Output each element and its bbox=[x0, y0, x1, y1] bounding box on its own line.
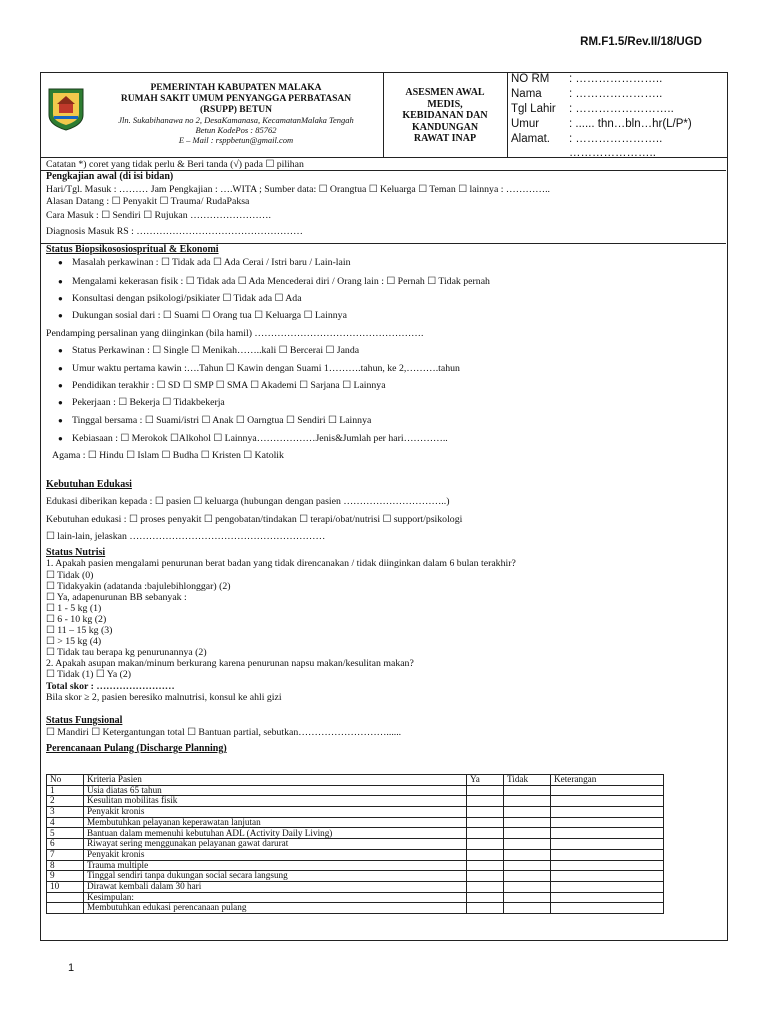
nutrisi-row[interactable]: ☐ Tidakyakin (adatanda :bajulebihlonggar) (2) bbox=[46, 581, 231, 592]
bio-row[interactable]: Konsultasi dengan psikologi/psikiater ☐ Tidak ada ☐ Ada bbox=[72, 293, 302, 304]
fungsional-row[interactable]: ☐ Mandiri ☐ Ketergantungan total ☐ Bantuan partial, sebutkan………………………...... bbox=[46, 727, 402, 738]
bullet-icon: ● bbox=[58, 434, 63, 443]
keterangan-cell[interactable] bbox=[551, 849, 664, 860]
keterangan-cell[interactable] bbox=[551, 817, 664, 828]
bullet-icon: ● bbox=[58, 364, 63, 373]
tidak-cell[interactable] bbox=[504, 881, 551, 892]
bio-row[interactable]: Masalah perkawinan : ☐ Tidak ada ☐ Ada Cerai / Istri baru / Lain-lain bbox=[72, 257, 351, 268]
table-row bbox=[47, 881, 664, 892]
row-no: 10 bbox=[47, 881, 84, 892]
address-line-1: Jln. Sukabihanawa no 2, DesaKamanasa, KecamatanMalaka Tengah bbox=[118, 115, 354, 125]
row-no: 1 bbox=[47, 785, 84, 796]
bio-row[interactable]: Dukungan sosial dari : ☐ Suami ☐ Orang tua ☐ Keluarga ☐ Lainnya bbox=[72, 310, 347, 321]
bullet-icon: ● bbox=[58, 258, 63, 267]
keterangan-cell[interactable] bbox=[551, 839, 664, 850]
keterangan-cell[interactable] bbox=[551, 871, 664, 882]
hospital-block bbox=[41, 73, 384, 157]
row-criteria: Trauma multiple bbox=[84, 860, 467, 871]
bio-row[interactable]: Pekerjaan : ☐ Bekerja ☐ Tidakbekerja bbox=[72, 397, 225, 408]
keterangan-cell[interactable] bbox=[551, 892, 664, 903]
row-no: 5 bbox=[47, 828, 84, 839]
tidak-cell[interactable] bbox=[504, 860, 551, 871]
nutrisi-row[interactable]: ☐ 11 – 15 kg (3) bbox=[46, 625, 113, 636]
section-fungsional-title: Status Fungsional bbox=[46, 715, 123, 726]
tidak-cell[interactable] bbox=[504, 817, 551, 828]
nutrisi-row[interactable]: ☐ 1 - 5 kg (1) bbox=[46, 603, 102, 614]
keterangan-cell[interactable] bbox=[551, 796, 664, 807]
tidak-cell[interactable] bbox=[504, 892, 551, 903]
tidak-cell[interactable] bbox=[504, 849, 551, 860]
tidak-cell[interactable] bbox=[504, 785, 551, 796]
form-note: Catatan *) coret yang tidak perlu & Beri tanda (√) pada ☐ pilihan bbox=[46, 159, 304, 170]
page-number: 1 bbox=[68, 962, 75, 974]
section-nutrisi-title: Status Nutrisi bbox=[46, 547, 106, 558]
ya-cell[interactable] bbox=[467, 860, 504, 871]
row-no: 4 bbox=[47, 817, 84, 828]
bullet-icon: ● bbox=[58, 381, 63, 390]
ya-cell[interactable] bbox=[467, 849, 504, 860]
id-row-umur[interactable] bbox=[511, 118, 692, 130]
bio-row[interactable]: Kebiasaan : ☐ Merokok ☐Alkohol ☐ Lainnya………………Jenis&Jumlah per hari………….. bbox=[72, 433, 448, 444]
row-criteria: Kesimpulan: bbox=[84, 892, 467, 903]
table-row bbox=[47, 860, 664, 871]
bullet-icon: ● bbox=[58, 294, 63, 303]
bullet-icon: ● bbox=[58, 311, 63, 320]
bullet-icon: ● bbox=[58, 416, 63, 425]
hospital-line-1: PEMERINTAH KABUPATEN MALAKA bbox=[150, 83, 322, 93]
row-criteria: Penyakit kronis bbox=[84, 849, 467, 860]
row-no: 2 bbox=[47, 796, 84, 807]
bullet-icon: ● bbox=[58, 277, 63, 286]
id-row-no-rm[interactable] bbox=[511, 73, 662, 85]
hospital-address bbox=[89, 115, 383, 145]
table-row bbox=[47, 785, 664, 796]
nutrisi-row: Bila skor ≥ 2, pasien beresiko malnutrisi, konsul ke ahli gizi bbox=[46, 692, 282, 703]
edukasi-row[interactable]: Kebutuhan edukasi : ☐ proses penyakit ☐ pengobatan/tindakan ☐ terapi/obat/nutrisi ☐ support/psikologi bbox=[46, 514, 463, 525]
nutrisi-row[interactable]: ☐ Ya, adapenurunan BB sebanyak : bbox=[46, 592, 187, 603]
title-line-1: ASESMEN AWAL bbox=[405, 87, 485, 98]
bio-row[interactable]: Pendamping persalinan yang diinginkan (bila hamil) ……………………………………………. bbox=[46, 328, 424, 339]
table-row bbox=[47, 849, 664, 860]
ya-cell[interactable] bbox=[467, 785, 504, 796]
row-criteria: Bantuan dalam memenuhi kebutuhan ADL (Activity Daily Living) bbox=[84, 828, 467, 839]
ya-cell[interactable] bbox=[467, 839, 504, 850]
hospital-line-3: (RSUPP) BETUN bbox=[199, 105, 273, 115]
col-header: Kriteria Pasien bbox=[84, 775, 467, 786]
address-line-3: E – Mail : rsppbetun@gmail.com bbox=[178, 135, 294, 145]
pengkajian-row[interactable]: Cara Masuk : ☐ Sendiri ☐ Rujukan ……………………. bbox=[46, 210, 271, 221]
tidak-cell[interactable] bbox=[504, 828, 551, 839]
hospital-line-2: RUMAH SAKIT UMUM PENYANGGA PERBATASAN bbox=[120, 94, 352, 104]
col-header: Keterangan bbox=[551, 775, 664, 786]
ya-cell[interactable] bbox=[467, 881, 504, 892]
ya-cell[interactable] bbox=[467, 892, 504, 903]
col-header: Ya bbox=[467, 775, 504, 786]
table-row bbox=[47, 796, 664, 807]
hospital-name bbox=[89, 83, 383, 116]
nutrisi-row[interactable]: ☐ Tidak (0) bbox=[46, 570, 94, 581]
table-row bbox=[47, 807, 664, 818]
id-value: : ………………….. bbox=[569, 88, 663, 100]
ya-cell[interactable] bbox=[467, 903, 504, 914]
table-row bbox=[47, 871, 664, 882]
edukasi-row[interactable]: Edukasi diberikan kepada : ☐ pasien ☐ keluarga (hubungan dengan pasien …………………………..) bbox=[46, 496, 450, 507]
ya-cell[interactable] bbox=[467, 796, 504, 807]
row-no: 8 bbox=[47, 860, 84, 871]
id-label: Alamat. bbox=[511, 133, 550, 145]
pengkajian-row[interactable]: Diagnosis Masuk RS : …………………………………………… bbox=[46, 226, 303, 237]
title-line-5: RAWAT INAP bbox=[413, 133, 477, 144]
id-row-alamat-cont[interactable] bbox=[569, 147, 656, 159]
row-criteria: Membutuhkan pelayanan keperawatan lanjutan bbox=[84, 817, 467, 828]
ya-cell[interactable] bbox=[467, 871, 504, 882]
row-criteria: Kesulitan mobilitas fisik bbox=[84, 796, 467, 807]
nutrisi-row[interactable]: 2. Apakah asupan makan/minum berkurang karena penurunan napsu makan/kesulitan makan? bbox=[46, 658, 414, 669]
id-value: : …………………….. bbox=[569, 103, 674, 115]
section-edukasi-title: Kebutuhan Edukasi bbox=[46, 479, 132, 490]
keterangan-cell[interactable] bbox=[551, 903, 664, 914]
nutrisi-row[interactable]: 1. Apakah pasien mengalami penurunan berat badan yang tidak direncanakan / tidak diinginkan dalam 6 bulan terakhir? bbox=[46, 558, 516, 569]
id-value: : ...... thn…bln…hr(L/P*) bbox=[569, 118, 692, 130]
id-label: NO RM bbox=[511, 73, 550, 85]
edukasi-row[interactable]: ☐ lain-lain, jelaskan …………………………………………………… bbox=[46, 531, 326, 542]
title-line-4: KANDUNGAN bbox=[411, 121, 479, 133]
form-title bbox=[383, 87, 507, 145]
bullet-icon: ● bbox=[58, 398, 63, 407]
ya-cell[interactable] bbox=[467, 807, 504, 818]
row-no: 3 bbox=[47, 807, 84, 818]
row-criteria: Usia diatas 65 tahun bbox=[84, 785, 467, 796]
nutrisi-row[interactable]: ☐ Tidak tau berapa kg penurunannya (2) bbox=[46, 647, 207, 658]
row-criteria: Membutuhkan edukasi perencanaan pulang bbox=[84, 903, 467, 914]
tidak-cell[interactable] bbox=[504, 839, 551, 850]
title-line-2: MEDIS, bbox=[427, 98, 463, 110]
row-criteria: Riwayat sering menggunakan pelayanan gawat darurat bbox=[84, 839, 467, 850]
row-criteria: Penyakit kronis bbox=[84, 807, 467, 818]
table-row bbox=[47, 903, 664, 914]
id-value: ………………….. bbox=[569, 147, 656, 159]
section-pengkajian-title: Pengkajian awal (di isi bidan) bbox=[46, 171, 174, 182]
table-row bbox=[47, 828, 664, 839]
tidak-cell[interactable] bbox=[504, 903, 551, 914]
keterangan-cell[interactable] bbox=[551, 881, 664, 892]
regency-emblem-icon bbox=[46, 87, 86, 131]
row-criteria: Dirawat kembali dalam 30 hari bbox=[84, 881, 467, 892]
table-row bbox=[47, 839, 664, 850]
bio-row[interactable]: Status Perkawinan : ☐ Single ☐ Menikah……..kali ☐ Bercerai ☐ Janda bbox=[72, 345, 360, 356]
ya-cell[interactable] bbox=[467, 817, 504, 828]
id-row-tgl-lahir[interactable] bbox=[511, 103, 674, 115]
col-header: Tidak bbox=[504, 775, 551, 786]
bio-row[interactable]: Umur waktu pertama kawin :….Tahun ☐ Kawin dengan Suami 1……….tahun, ke 2,……….tahun bbox=[72, 363, 460, 374]
keterangan-cell[interactable] bbox=[551, 860, 664, 871]
pengkajian-row[interactable]: Alasan Datang : ☐ Penyakit ☐ Trauma/ RudaPaksa bbox=[46, 196, 250, 207]
title-line-3: KEBIDANAN DAN bbox=[402, 110, 488, 121]
col-header: No bbox=[47, 775, 84, 786]
form-title-block bbox=[383, 73, 508, 157]
id-label: Nama bbox=[511, 88, 542, 100]
document-code: RM.F1.5/Rev.II/18/UGD bbox=[580, 36, 702, 48]
discharge-planning-table bbox=[46, 774, 664, 914]
table-row bbox=[47, 892, 664, 903]
id-row-nama[interactable] bbox=[511, 88, 662, 100]
section-planning-title: Perencanaan Pulang (Discharge Planning) bbox=[46, 743, 227, 754]
bio-row[interactable]: Mengalami kekerasan fisik : ☐ Tidak ada ☐ Ada Mencederai diri / Orang lain : ☐ Pernah ☐ Tidak pernah bbox=[72, 276, 490, 287]
nutrisi-row[interactable]: ☐ Tidak (1) ☐ Ya (2) bbox=[46, 669, 132, 680]
nutrisi-row[interactable]: ☐ > 15 kg (4) bbox=[46, 636, 102, 647]
row-no: 7 bbox=[47, 849, 84, 860]
row-no bbox=[47, 892, 84, 903]
keterangan-cell[interactable] bbox=[551, 828, 664, 839]
row-no bbox=[47, 903, 84, 914]
id-value: : ………………….. bbox=[569, 133, 663, 145]
ya-cell[interactable] bbox=[467, 828, 504, 839]
section-status-bio-title: Status Biopsikososiospritual & Ekonomi bbox=[46, 244, 219, 255]
keterangan-cell[interactable] bbox=[551, 785, 664, 796]
nutrisi-row[interactable]: ☐ 6 - 10 kg (2) bbox=[46, 614, 107, 625]
nutrisi-total-skor[interactable]: Total skor : …………………… bbox=[46, 681, 175, 692]
id-value: : ………………….. bbox=[569, 73, 663, 85]
table-header-row bbox=[47, 775, 664, 786]
id-row-alamat[interactable] bbox=[511, 133, 662, 145]
id-label: Tgl Lahir bbox=[511, 103, 556, 115]
form-header bbox=[41, 73, 727, 158]
bullet-icon: ● bbox=[58, 346, 63, 355]
bio-row[interactable]: Agama : ☐ Hindu ☐ Islam ☐ Budha ☐ Kristen ☐ Katolik bbox=[52, 450, 284, 461]
bio-row[interactable]: Tinggal bersama : ☐ Suami/istri ☐ Anak ☐ Oarngtua ☐ Sendiri ☐ Lainnya bbox=[72, 415, 372, 426]
row-no: 9 bbox=[47, 871, 84, 882]
table-row bbox=[47, 817, 664, 828]
address-line-2: Betun KodePos : 85762 bbox=[195, 125, 277, 135]
tidak-cell[interactable] bbox=[504, 796, 551, 807]
patient-identity-block bbox=[507, 73, 727, 157]
row-no: 6 bbox=[47, 839, 84, 850]
tidak-cell[interactable] bbox=[504, 871, 551, 882]
keterangan-cell[interactable] bbox=[551, 807, 664, 818]
row-criteria: Tinggal sendiri tanpa dukungan social secara langsung bbox=[84, 871, 467, 882]
tidak-cell[interactable] bbox=[504, 807, 551, 818]
pengkajian-row[interactable]: Hari/Tgl. Masuk : ……… Jam Pengkajian : ….WITA ; Sumber data: ☐ Orangtua ☐ Keluarga ☐ Teman ☐ lainnya : ………….. bbox=[46, 184, 550, 195]
id-label: Umur bbox=[511, 118, 540, 130]
bio-row[interactable]: Pendidikan terakhir : ☐ SD ☐ SMP ☐ SMA ☐ Akademi ☐ Sarjana ☐ Lainnya bbox=[72, 380, 386, 391]
